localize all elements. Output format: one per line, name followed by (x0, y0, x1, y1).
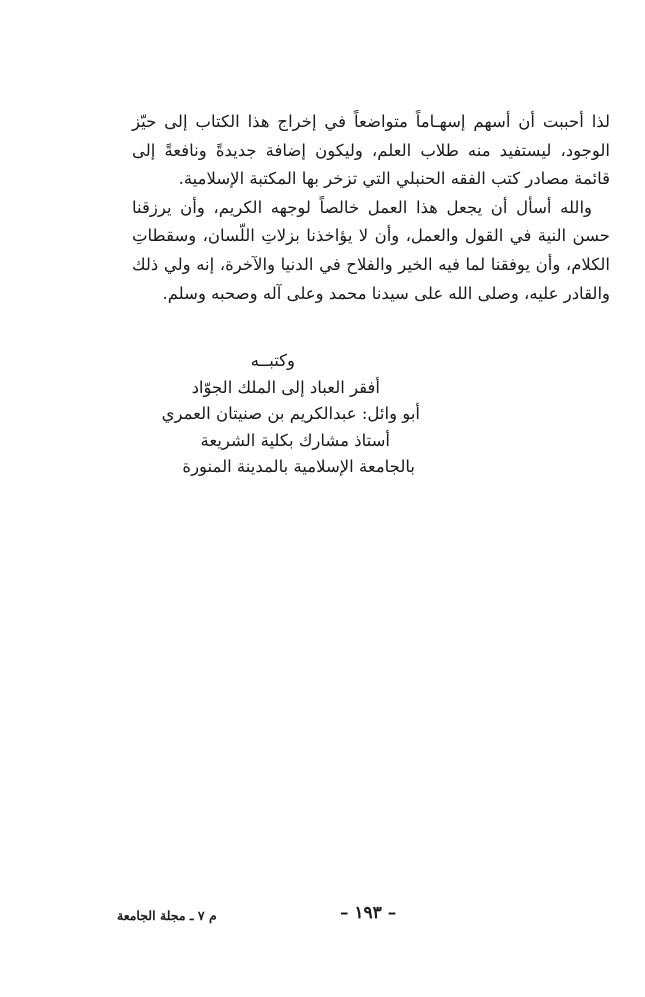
page-number: – ١٩٣ – (340, 903, 397, 923)
author-signature (120, 348, 420, 481)
signature-humble-title: أفقر العباد إلى الملك الجوّاد (191, 377, 380, 397)
paragraph-prayer: والله أسأل أن يجعل هذا العمل خالصاً لوجهه الكريم، وأن يرزقنا حسن النية في القول والعمل، وأن لا يؤاخذنا بزلاتِ اللّسان، وسقطاتِ الكلام، وأن يوفقنا لما فيه الخير والفلاح في الدنيا والآخرة، إنه ولي ذلك والقادر عليه، وصلى الله على سيدنا محمد وعلى آله وصحبه وسلم. (132, 197, 610, 303)
paragraph-intro: لذا أحببت أن أسهم إسهـاماً متواضعاً في إخراج هذا الكتاب إلى حيّز الوجود، ليستفيد منه طلاب العلم، وليكون إضافة جديدةً ونافعةً إلى قائمة مصادر كتب الفقه الحنبلي التي تزخر بها المكتبة الإسلامية. (132, 112, 610, 189)
signature-author-name: أبو وائل: عبدالكريم بن صنيتان العمري (161, 404, 420, 423)
signature-wrote: وكتبــه (250, 351, 295, 370)
signature-institution: بالجامعة الإسلامية بالمدينة المنورة (182, 457, 415, 476)
signature-position: أستاذ مشارك بكلية الشريعة (200, 430, 390, 450)
journal-label: م ٧ ـ مجلة الجامعة (117, 908, 217, 923)
body-text (132, 108, 610, 308)
